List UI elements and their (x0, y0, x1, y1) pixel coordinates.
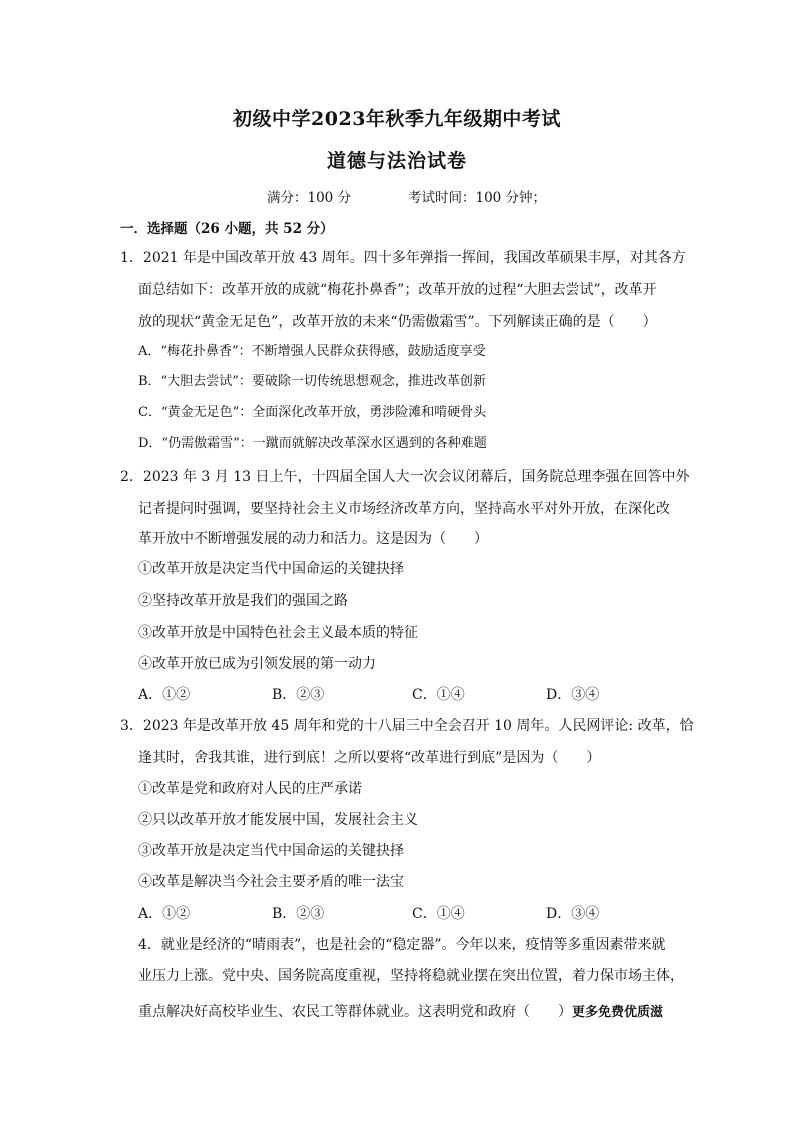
q4-line: 4．就业是经济的“晴雨表”，也是社会的“稳定器”。今年以来，疫情等多重因素带来就 (138, 937, 666, 953)
section-title: 一．选择题（26 小题，共 52 分） (120, 221, 334, 237)
promo-link[interactable]: 更多免费优质滋 (572, 1005, 664, 1020)
q1-line: 1．2021 年是中国改革开放 43 周年。四十多年弹指一挥间，我国改革硕果丰厚，对其各方 (120, 250, 686, 266)
q1-option-a: A．“梅花扑鼻香”：不断增强人民群众获得感，鼓励适度享受 (138, 344, 486, 359)
q2-line: 2．2023 年 3 月 13 日上午，十四届全国人大一次会议闭幕后，国务院总理李强在回答中外 (120, 469, 690, 485)
q2-choice-c: C．①④ (412, 687, 465, 703)
q3-line: 逢其时，舍我其谁，进行到底！之所以要将“改革进行到底”是因为（ ） (138, 750, 601, 766)
q3-item: ①改革是党和政府对人民的庄严承诺 (138, 781, 362, 797)
q2-item: ③改革开放是中国特色社会主义最本质的特征 (138, 625, 418, 641)
q4-line: 业压力上涨。党中央、国务院高度重视，坚持将稳就业摆在突出位置，着力保市场主体， (138, 968, 684, 984)
q3-item: ③改革开放是决定当代中国命运的关键抉择 (138, 843, 404, 859)
q2-choice-a: A．①② (138, 687, 191, 703)
q1-line: 面总结如下：改革开放的成就“梅花扑鼻香”；改革开放的过程“大胆去尝试”，改革开 (138, 282, 657, 298)
q3-choice-d: D．③④ (546, 906, 600, 922)
q2-choice-d: D．③④ (546, 687, 600, 703)
q2-choice-b: B．②③ (272, 687, 325, 703)
q4-last-line (138, 1002, 663, 1023)
q3-item: ②只以改革开放才能发展中国，发展社会主义 (138, 812, 418, 828)
q4-line-text: 重点解决好高校毕业生、农民工等群体就业。这表明党和政府（ ） (138, 1004, 572, 1020)
full-score: 满分：100 分 (267, 190, 352, 206)
q2-item: ②坚持改革开放是我们的强国之路 (138, 593, 348, 609)
q1-option-b: B．“大胆去尝试”：要破除一切传统思想观念，推进改革创新 (138, 374, 486, 389)
q3-line: 3．2023 年是改革开放 45 周年和党的十八届三中全会召开 10 周年。人民网评论: 改革，恰 (120, 718, 694, 734)
q2-line: 记者提问时强调，要坚持社会主义市场经济改革方向，坚持高水平对外开放，在深化改 (138, 501, 670, 517)
q3-item: ④改革是解决当今社会主要矛盾的唯一法宝 (138, 874, 404, 890)
q1-option-c: C．“黄金无足色”：全面深化改革开放，勇涉险滩和啃硬骨头 (138, 405, 487, 420)
q2-item: ①改革开放是决定当代中国命运的关键抉择 (138, 561, 404, 577)
exam-subtitle: 道德与法治试卷 (326, 150, 467, 172)
exam-title: 初级中学2023年秋季九年级期中考试 (233, 108, 561, 130)
q1-line: 放的现状“黄金无足色”，改革开放的未来“仍需傲霜雪”。下列解读正确的是（ ） (138, 314, 657, 330)
q3-choice-b: B．②③ (272, 906, 325, 922)
exam-time: 考试时间：100 分钟； (408, 190, 547, 206)
q2-line: 革开放中不断增强发展的动力和活力。这是因为（ ） (138, 531, 488, 547)
q3-choice-c: C．①④ (412, 906, 465, 922)
q2-item: ④改革开放已成为引领发展的第一动力 (138, 656, 376, 672)
q1-option-d: D．“仍需傲霜雪”：一蹴而就解决改革深水区遇到的各种难题 (138, 436, 487, 451)
q3-choice-a: A．①② (138, 906, 191, 922)
